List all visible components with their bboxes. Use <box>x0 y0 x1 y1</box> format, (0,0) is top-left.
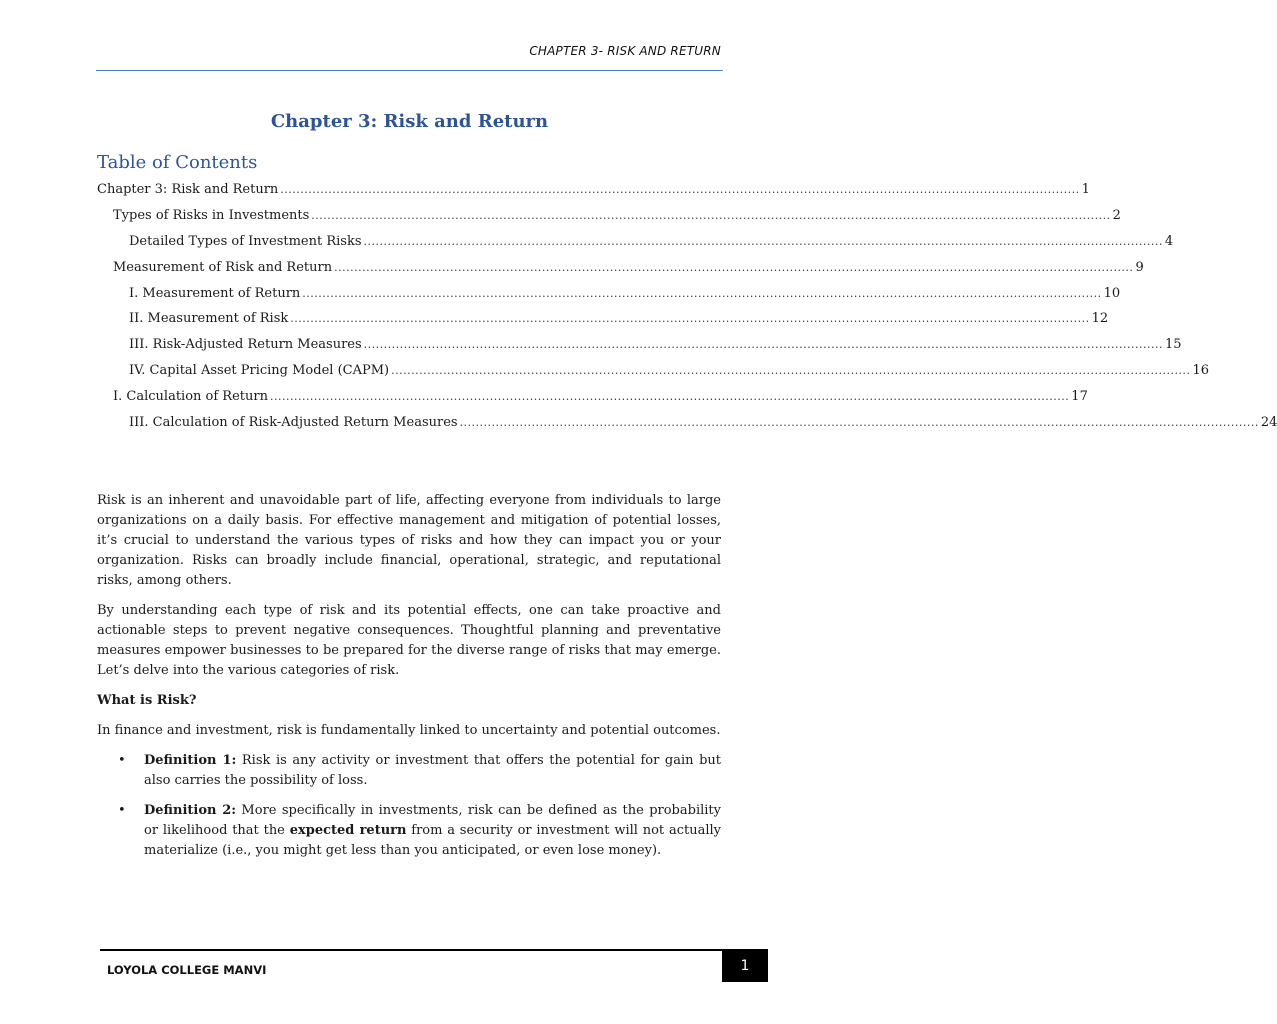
toc-page-number[interactable]: 4 <box>1164 233 1174 249</box>
toc-entry-title[interactable]: II. Measurement of Risk <box>129 311 289 327</box>
toc-entry[interactable] <box>97 410 1277 436</box>
toc-entry[interactable] <box>97 203 1121 229</box>
toc-entry-title[interactable]: IV. Capital Asset Pricing Model (CAPM) <box>129 363 390 379</box>
toc-entry[interactable] <box>97 281 1121 307</box>
toc-entry-title[interactable]: Types of Risks in Investments <box>113 207 310 223</box>
toc-page-number[interactable]: 12 <box>1091 311 1109 327</box>
toc-leader-dots: ........................................................................................................................................................................................................ <box>290 312 1090 326</box>
toc-entry[interactable] <box>97 358 1209 384</box>
toc-leader-dots: ........................................................................................................................................................................................................ <box>391 364 1191 378</box>
intro-paragraph: Risk is an inherent and unavoidable part of life, affecting everyone from individuals to large organizations on a daily basis. For effective management and mitigation of potential losses, it’s crucial to understand the various types of risks and how they can impact you or your organization. Risks can broadly include financial, operational, strategic, and reputational risks, among others. <box>97 493 721 588</box>
toc-heading: Table of Contents <box>97 152 258 173</box>
definition-list <box>97 751 721 861</box>
definition-emphasis: expected return <box>289 823 407 838</box>
running-header: CHAPTER 3- RISK AND RETURN <box>529 44 721 58</box>
definition-label: Definition 2: <box>144 803 237 818</box>
definition-text: Risk is any activity or investment that offers the potential for gain but also carries the possibility of loss. <box>144 753 721 788</box>
footer-divider <box>100 949 722 951</box>
toc-leader-dots: ........................................................................................................................................................................................................ <box>363 234 1163 248</box>
toc-entry-title[interactable]: Measurement of Risk and Return <box>113 259 333 275</box>
toc-leader-dots: ........................................................................................................................................................................................................ <box>280 182 1080 196</box>
finance-paragraph: In finance and investment, risk is fundamentally linked to uncertainty and potential outcomes. <box>97 723 721 738</box>
toc-page-number[interactable]: 9 <box>1135 259 1144 275</box>
definition-item <box>97 751 721 791</box>
toc-page-number[interactable]: 10 <box>1103 285 1121 301</box>
toc-entry[interactable] <box>97 384 1088 410</box>
toc-leader-dots: ........................................................................................................................................................................................................ <box>311 208 1111 222</box>
toc-entry-title[interactable]: I. Calculation of Return <box>113 389 268 405</box>
bullet-icon: • <box>118 753 126 768</box>
toc-entry[interactable] <box>97 255 1144 281</box>
toc-page-number[interactable]: 17 <box>1071 389 1088 405</box>
toc-page-number[interactable]: 1 <box>1081 181 1090 197</box>
definition-text: More specifically in investments, risk can be defined as the probability or likelihood that the <box>144 803 721 838</box>
toc-entry-title[interactable]: III. Risk-Adjusted Return Measures <box>129 337 362 353</box>
toc-entry-title[interactable]: III. Calculation of Risk-Adjusted Return Measures <box>129 414 458 430</box>
definition-item <box>97 801 721 861</box>
toc-entry[interactable] <box>97 306 1109 332</box>
what-is-risk-heading: What is Risk? <box>97 693 197 708</box>
toc-leader-dots: ........................................................................................................................................................................................................ <box>302 286 1102 300</box>
bullet-icon: • <box>118 803 126 818</box>
toc-entry[interactable] <box>97 229 1174 255</box>
toc-leader-dots: ........................................................................................................................................................................................................ <box>334 260 1134 274</box>
header-divider <box>96 70 723 71</box>
toc-page-number[interactable]: 16 <box>1192 363 1209 379</box>
body-content <box>97 491 721 871</box>
toc-entry[interactable] <box>97 332 1182 358</box>
toc-leader-dots: ........................................................................................................................................................................................................ <box>459 415 1259 429</box>
toc-leader-dots: ........................................................................................................................................................................................................ <box>363 338 1163 352</box>
toc-page-number[interactable]: 15 <box>1165 337 1182 353</box>
footer-institution: LOYOLA COLLEGE MANVI <box>107 963 267 977</box>
definition-text-end: from a security or investment will not actually materialize (i.e., you might get less than you anticipated, or even lose money). <box>144 823 721 858</box>
toc-leader-dots: ........................................................................................................................................................................................................ <box>269 390 1070 404</box>
toc-entry-title[interactable]: I. Measurement of Return <box>129 285 301 301</box>
toc-entry-title[interactable]: Chapter 3: Risk and Return <box>97 181 279 197</box>
second-paragraph: By understanding each type of risk and its potential effects, one can take proactive and actionable steps to prevent negative consequences. Thoughtful planning and preventative measures empower businesses to be prepared for the diverse range of risks that may emerge. Let’s delve into the various categories of risk. <box>97 603 721 678</box>
table-of-contents <box>97 177 1277 436</box>
chapter-title: Chapter 3: Risk and Return <box>270 111 549 132</box>
definition-label: Definition 1: <box>144 753 237 768</box>
page-number-box <box>722 949 768 982</box>
toc-entry[interactable] <box>97 177 1090 203</box>
toc-entry-title[interactable]: Detailed Types of Investment Risks <box>129 233 362 249</box>
page-number: 1 <box>740 957 750 974</box>
toc-page-number[interactable]: 2 <box>1112 207 1121 223</box>
toc-page-number[interactable]: 24 <box>1260 414 1277 430</box>
